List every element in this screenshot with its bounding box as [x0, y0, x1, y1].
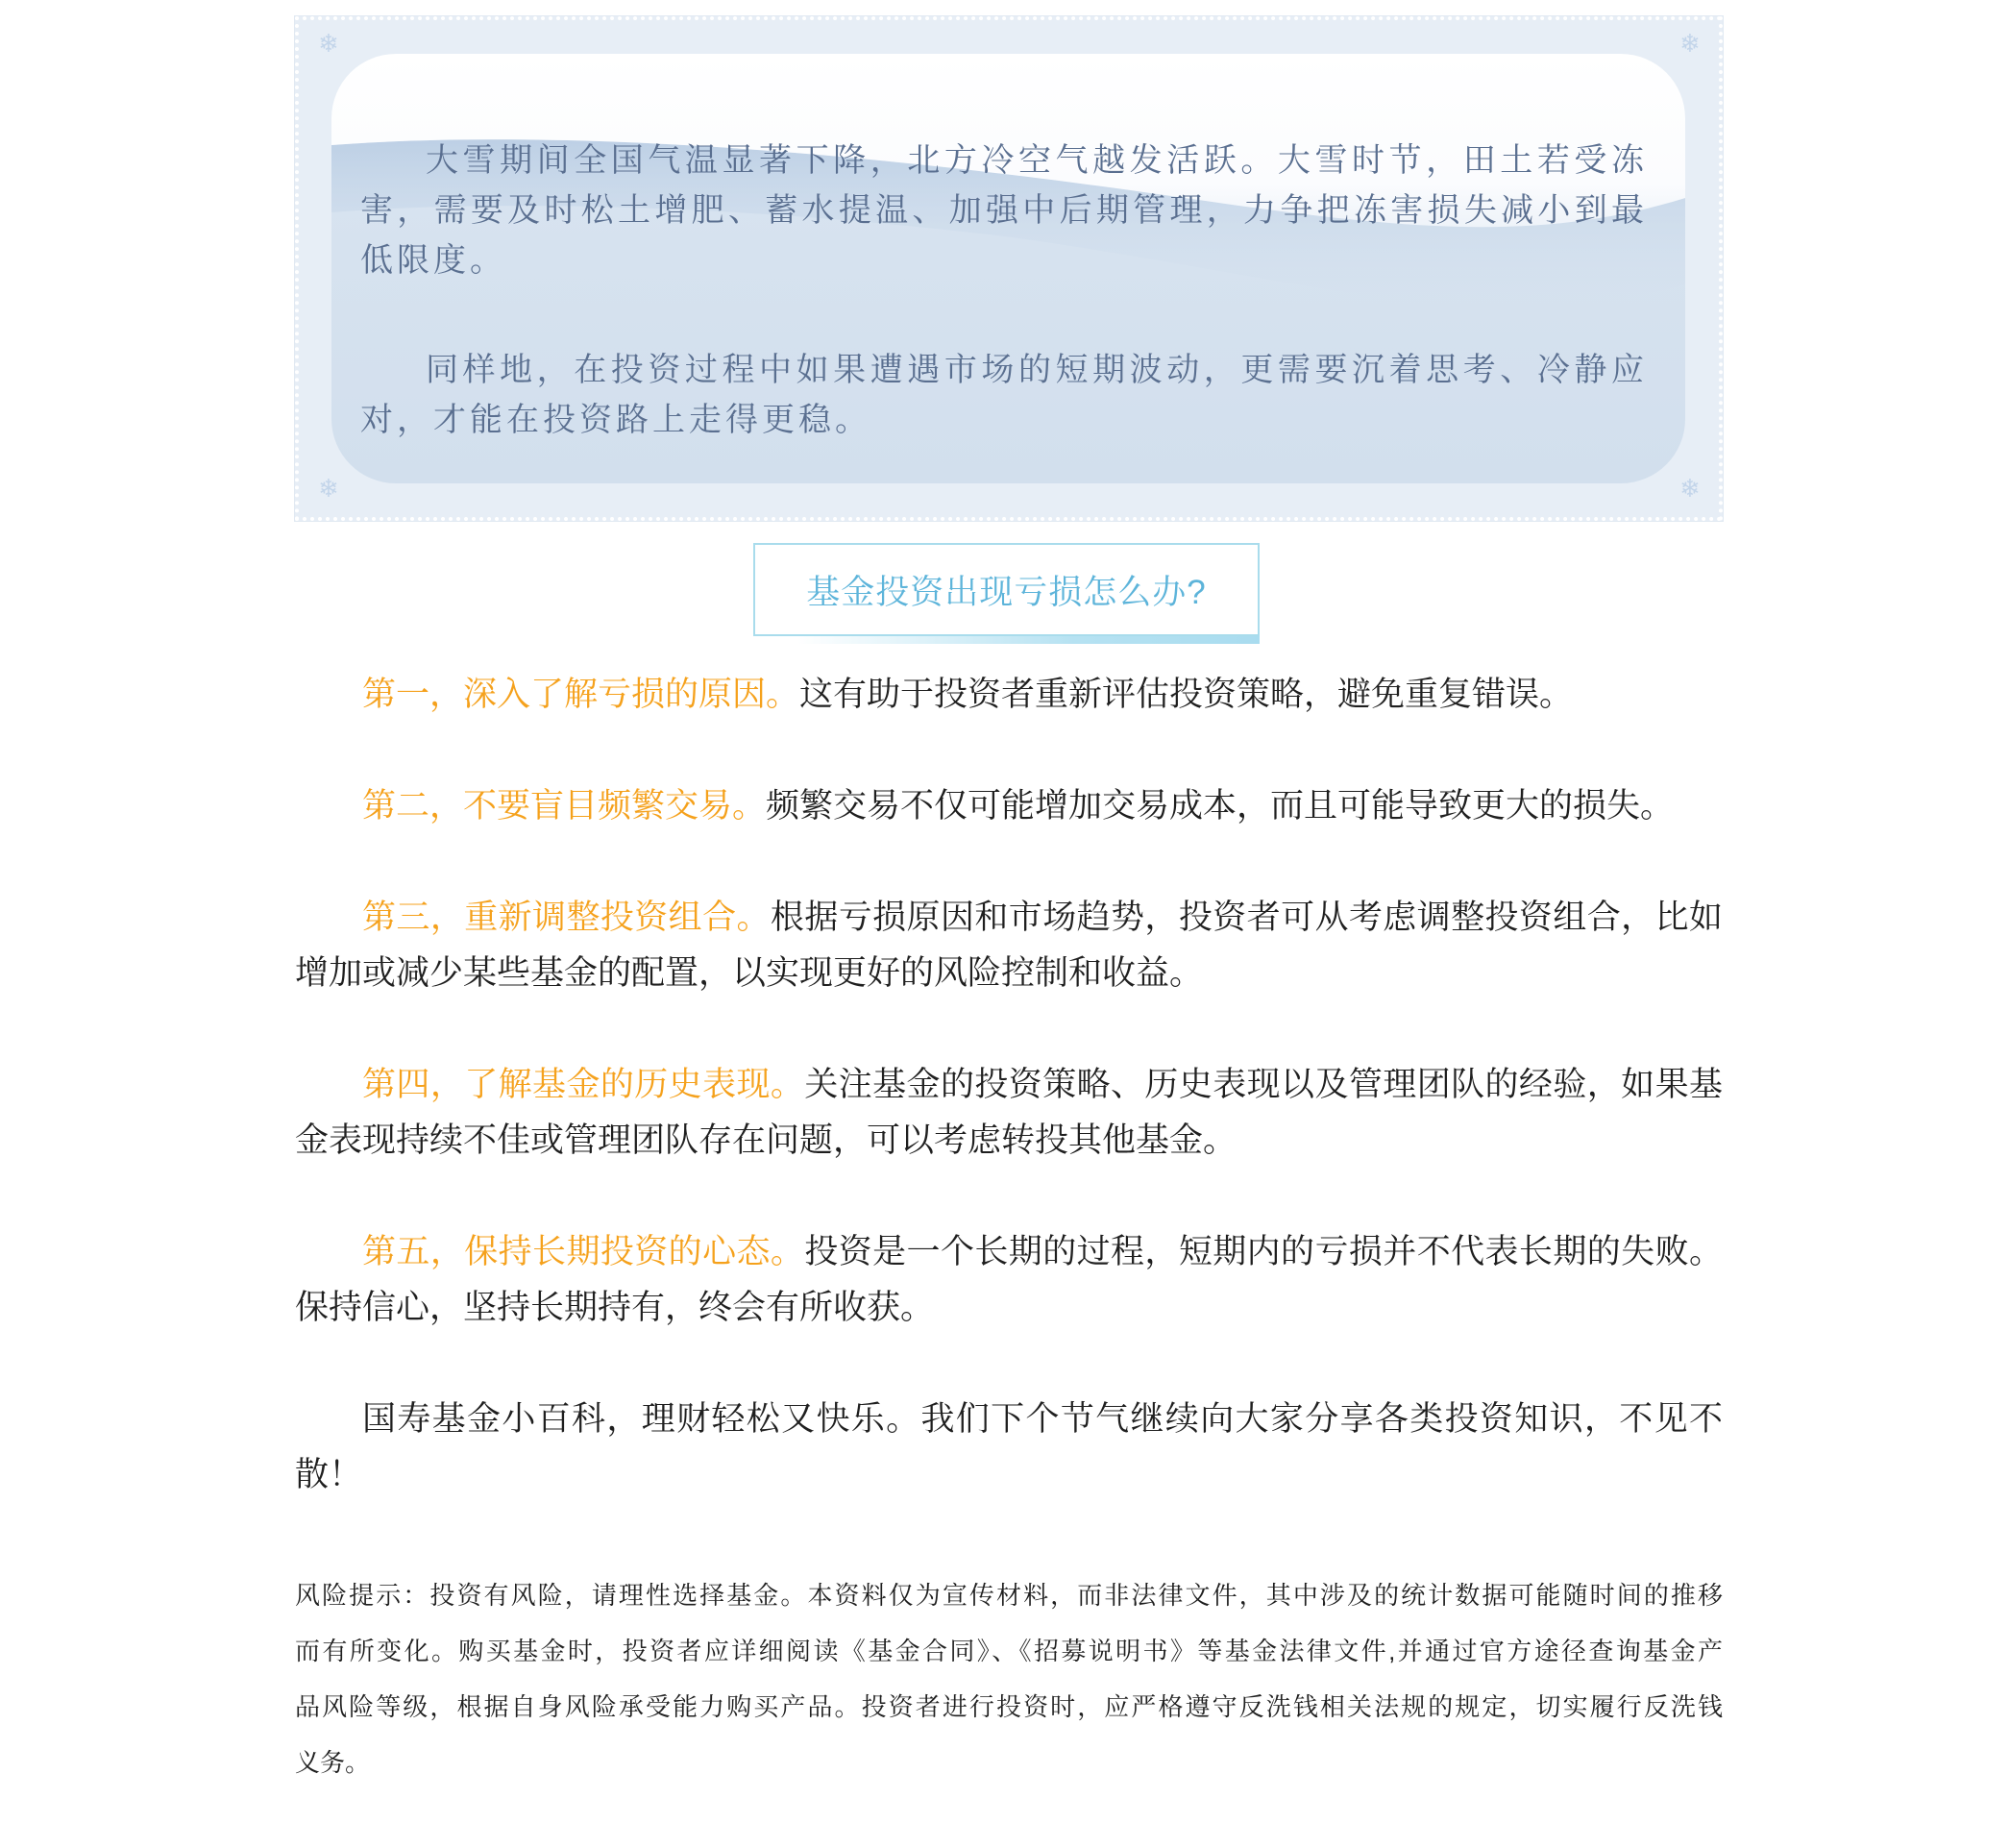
risk-notice-line: 品风险等级，根据自身风险承受能力购买产品。投资者进行投资时，应严格遵守反洗钱相关法规的规定，切实履行反洗钱: [295, 1692, 1723, 1721]
tip-paragraph: [295, 778, 1723, 834]
tip-highlight: 第四，了解基金的历史表现。: [362, 1066, 805, 1103]
tip-text: 这有助于投资者重新评估投资策略，避免重复错误。: [799, 676, 1574, 713]
tip-highlight: 第二，不要盲目频繁交易。: [362, 787, 767, 825]
intro-paragraph: 同样地，在投资过程中如果遭遇市场的短期波动，更需要沉着思考、冷静应对，才能在投资路上走得更稳。: [360, 352, 1648, 438]
section-heading: 基金投资出现亏损怎么办?: [806, 573, 1207, 611]
tip-paragraph: [295, 890, 1723, 1001]
tips-list: [295, 667, 1723, 1503]
tip-paragraph: [295, 1057, 1723, 1169]
risk-notice: [295, 1567, 1723, 1790]
heading-underline-shadow: [797, 636, 1260, 644]
section-heading-box: [753, 543, 1260, 636]
tip-highlight: 第三，重新调整投资组合。: [362, 899, 771, 936]
tip-highlight: 第五，保持长期投资的心态。: [362, 1233, 805, 1270]
tip-text: 根据亏损原因和市场趋势，投资者可从考虑调整投资组合，比如增加或减少某些基金的配置，以实现更好的风险控制和收益。: [295, 899, 1723, 992]
risk-notice-line: 而有所变化。购买基金时，投资者应详细阅读《基金合同》、《招募说明书》等基金法律文件,并通过官方途径查询基金产: [295, 1637, 1723, 1665]
tip-text: 关注基金的投资策略、历史表现以及管理团队的经验，如果基金表现持续不佳或管理团队存在问题，可以考虑转投其他基金。: [295, 1066, 1723, 1159]
risk-notice-line: 义务。: [295, 1748, 371, 1777]
tip-paragraph: [295, 1224, 1723, 1336]
risk-notice-line: 风险提示：投资有风险，请理性选择基金。本资料仅为宣传材料，而非法律文件，其中涉及的统计数据可能随时间的推移: [295, 1581, 1723, 1610]
intro-text: [360, 136, 1648, 445]
intro-card: [295, 16, 1723, 521]
tip-paragraph: [295, 667, 1723, 723]
tip-highlight: 第一，深入了解亏损的原因。: [362, 676, 800, 713]
intro-paragraph: 大雪期间全国气温显著下降，北方冷空气越发活跃。大雪时节，田土若受冻害，需要及时松土增肥、蓄水提温、加强中后期管理，力争把冻害损失减小到最低限度。: [360, 142, 1648, 279]
tip-text: 频繁交易不仅可能增加交易成本，而且可能导致更大的损失。: [766, 787, 1675, 825]
intro-panel: [331, 54, 1685, 483]
closing-paragraph: 国寿基金小百科，理财轻松又快乐。我们下个节气继续向大家分享各类投资知识，不见不散！: [295, 1400, 1723, 1493]
tip-text: 投资是一个长期的过程，短期内的亏损并不代表长期的失败。保持信心，坚持长期持有，终会有所收获。: [295, 1233, 1723, 1326]
